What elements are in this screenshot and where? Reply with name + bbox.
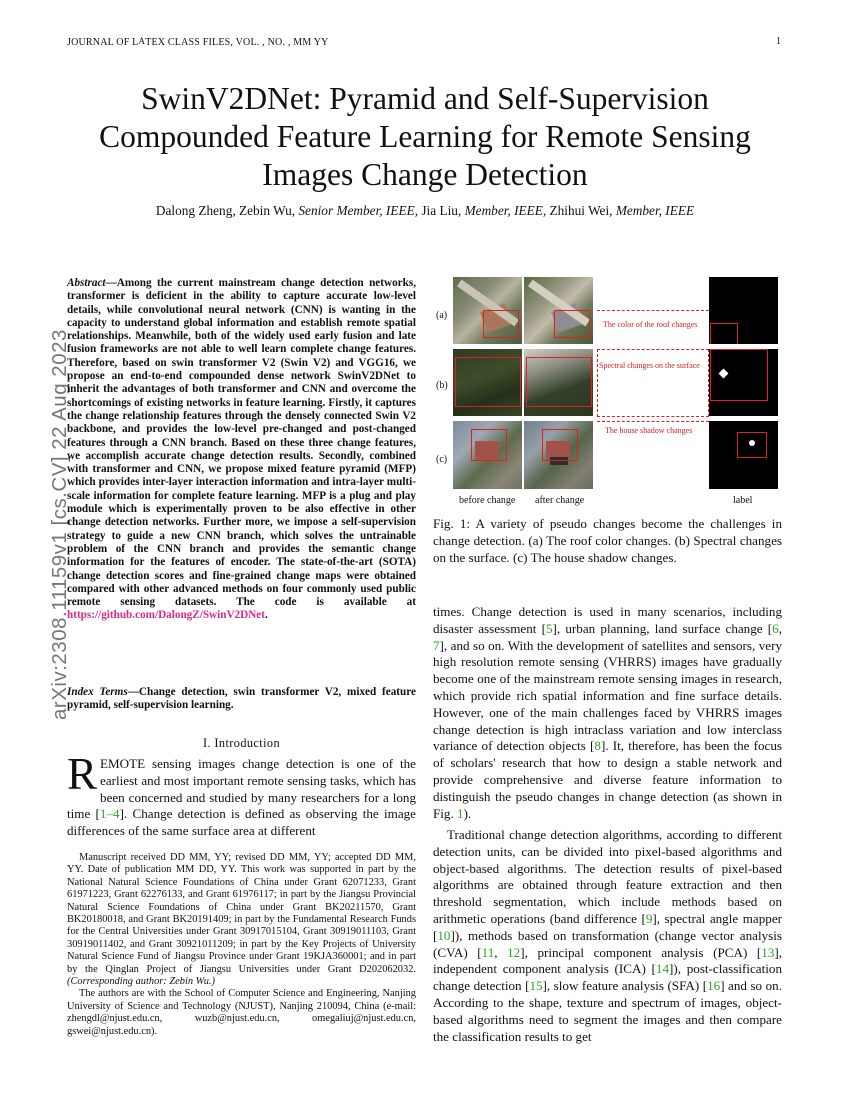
citation[interactable]: 13 <box>761 944 775 960</box>
col-label-label: label <box>733 495 753 506</box>
citation[interactable]: 12 <box>507 944 521 960</box>
before-image-b <box>453 349 522 416</box>
figure-caption: Fig. 1: A variety of pseudo changes become the challenges in change detection. (a) The roof color changes. (b) Spectral changes on the surface. (c) The house shadow changes. <box>433 516 782 565</box>
figure-reference[interactable]: 1 <box>457 805 464 821</box>
row-label-b: (b) <box>436 380 448 391</box>
annotation-c: The house shadow changes <box>605 426 693 435</box>
annotation-a: The color of the roof changes <box>603 320 698 329</box>
citation[interactable]: 16 <box>707 978 721 994</box>
intro-paragraph: REMOTE sensing images change detection is one of the earliest and most important remote sensing tasks, which has been concerned and studied by many researchers for a long time [1–4]. Change detection is defined as observing the image differences of the same surface area at different <box>67 749 416 839</box>
col-label-before: before change <box>459 495 516 506</box>
citation[interactable]: 7 <box>433 637 440 653</box>
index-terms: Index Terms—Change detection, swin transformer V2, mixed feature pyramid, self-supervision learning. <box>67 686 416 712</box>
citation[interactable]: 11 <box>481 944 495 960</box>
row-label-c: (c) <box>436 454 448 465</box>
row-label-a: (a) <box>436 310 448 321</box>
annotation-box-b <box>597 349 709 417</box>
figure-1 <box>433 277 783 507</box>
drop-cap: R <box>67 749 98 799</box>
arxiv-stamp: arXiv:2308.11159v1 [cs.CV] 22 Aug 2023 <box>48 329 71 720</box>
citation[interactable]: 14 <box>655 961 669 977</box>
abstract: Abstract—Among the current mainstream change detection networks, transformer is deficient in the ability to capture accurate low-level details, while convolutional neural network (CNN) is wanting in the capacity to understand global information and establish remote spatial relationships. Meanwhile, both of the widely used early fusion and late fusion frameworks are not able to well learn complete change features. Therefore, based on swin transformer V2 (Swin V2) and VGG16, we propose an end-to-end compounded dense network SwinV2DNet to inherit the advantages of both transformer and CNN and overcome the shortcomings of existing networks in feature learning. Firstly, it captures the change relationship features through the densely connected Swin V2 backbone, and provides the low-level pre-changed and post-changed features through a CNN branch. Based on these three change features, we accomplish accurate change detection results. Secondly, combined with transformer and CNN, we propose mixed feature pyramid (MFP) which provides inter-layer interaction information and intra-layer multi-scale information for complete feature learning. MFP is a plug and play module which is experimentally proven to be also effective in other change detection networks. Further more, we impose a self-supervision strategy to guide a new CNN branch, which solves the untrainable problem of the CNN branch and provides the semantic change information for the features of encoder. The state-of-the-art (SOTA) change detection scores and fine-grained change maps were obtained compared with other advanced methods on four commonly used public remote sensing datasets. The code is available at https://github.com/DalongZ/SwinV2DNet. <box>67 277 416 622</box>
citation[interactable]: 10 <box>437 927 451 943</box>
annotation-b: Spectral changes on the surface <box>599 361 700 370</box>
citation[interactable]: 5 <box>545 620 553 636</box>
after-image-a <box>524 277 593 344</box>
author-list: Dalong Zheng, Zebin Wu, Senior Member, IEEE, Jia Liu, Member, IEEE, Zhihui Wei, Member, IEEE <box>155 203 695 218</box>
section-heading: I. Introduction <box>202 736 281 750</box>
annotation-line-a <box>597 310 709 311</box>
citation[interactable]: 8 <box>594 738 601 754</box>
code-link[interactable]: https://github.com/DalongZ/SwinV2DNet <box>67 609 265 622</box>
label-image-c <box>709 421 778 489</box>
col-label-after: after change <box>535 495 585 506</box>
annotation-line-c <box>597 421 709 422</box>
right-paragraph-2: Traditional change detection algorithms, according to different detection units, can be divided into pixel-based algorithms and object-based algorithms. The detection results of pixel-based algorithms are obtained through feature extraction and then threshold segmentation, which include methods based on arithmetic operations (band difference [9], spectral angle mapper [10]), methods based on transformation (change vector analysis (CVA) [11, 12], principal component analysis (PCA) [13], independent component analysis (ICA) [14]), post-classification change detection [15], slow feature analysis (SFA) [16] and so on. According to the shape, texture and spectrum of images, object-based algorithms need to segment the images and then compare the classification results to get <box>433 827 783 1044</box>
citation[interactable]: 6 <box>772 620 779 636</box>
latex-a: A <box>138 36 146 46</box>
citation[interactable]: 15 <box>529 978 543 994</box>
page-number: 1 <box>776 36 781 47</box>
label-image-b <box>709 349 778 416</box>
citation[interactable]: 9 <box>645 910 653 926</box>
before-image-a <box>453 277 522 344</box>
citation[interactable]: 1–4 <box>99 806 120 822</box>
right-paragraph-1: times. Change detection is used in many scenarios, including disaster assessment [5], urban planning, land surface change [6, 7], and so on. With the development of satellites and sensors, very high resolution remote sensing (VHRRS) images have gradually become one of the mainstream remote sensing images in research, which provide rich spatial information and fine surface details. However, one of the main challenges faced by VHRRS images change detection is high intraclass variation and low interclass variance of detection objects [8]. It, therefore, has been the focus of scholars' research that how to design a stable network and provide comprehensive and diverse feature information to distinguish the pseudo changes in change detection (as shown in Fig. 1). <box>433 604 782 821</box>
paper-title: SwinV2DNet: Pyramid and Self-Supervision Compounded Feature Learning for Remote Sensing Images Change Detection <box>99 81 751 192</box>
after-image-c <box>524 421 593 489</box>
running-header: JOURNAL OF LATEX CLASS FILES, VOL. , NO. , MM YY <box>67 36 329 48</box>
label-image-a <box>709 277 778 344</box>
footnote: Manuscript received DD MM, YY; revised DD MM, YY; accepted DD MM, YY. Date of publication MM DD, YY. This work was supported in part by the National Natural Science Foundations of China under Grant 62071233, Grant 61971223, Grant 62276133, and Grant 61976117; in part by the Jiangsu Provincial Natural Science Foundations of China under Grant BK20211570, Grant BK20180018, and Grant BK20191409; in part by the Fundamental Research Funds for the Central Universities under Grant 30917015104, Grant 30919011103, Grant 30919011402, and Grant 30921011209; in part by the Key Projects of University Natural Science Fund of Jiangsu Province under Grant 19KJA360001; and in part by the Qinglan Project of Jiangsu Universities under Grant D202062032. (Corresponding author: Zebin Wu.) The authors are with the School of Computer Science and Engineering, Nanjing University of Science and Technology (NJUST), Nanjing 210094, China (e-mail: zhengdl@njust.edu.cn, wuzb@njust.edu.cn, omegaliuj@njust.edu.cn, gswei@njust.edu.cn). <box>67 852 416 1037</box>
after-image-b <box>524 349 593 416</box>
before-image-c <box>453 421 522 489</box>
